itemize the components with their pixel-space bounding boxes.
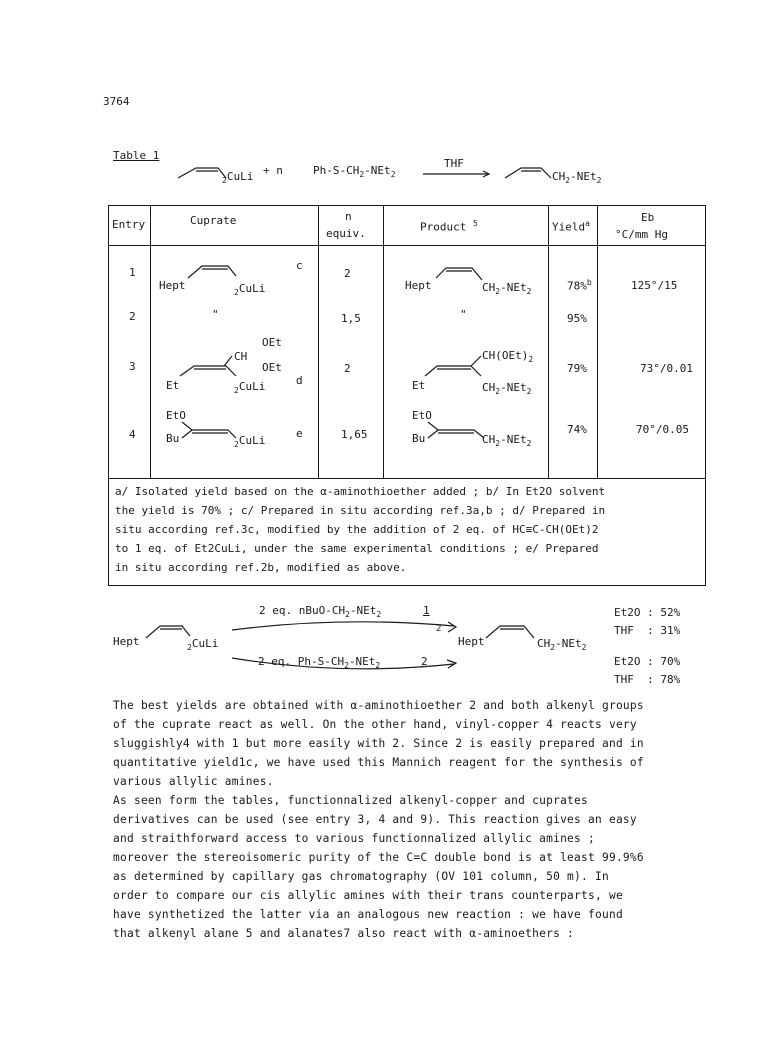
- table-row-2-n: 1,5: [341, 312, 361, 325]
- table-row-4-cuprate-right: $_2$CuLi: [234, 434, 266, 450]
- table-col-divider: [150, 205, 151, 478]
- table-col-divider: [548, 205, 549, 478]
- header-product: Product $^5$: [420, 219, 478, 234]
- paragraph-line: derivatives can be used (see entry 3, 4 and 9). This reaction gives an easy: [113, 813, 637, 826]
- header-n: n: [345, 210, 352, 223]
- paragraph-line: The best yields are obtained with α-aminothioether 2 and both alkenyl groups: [113, 699, 644, 712]
- table-row-3-entry: 3: [129, 360, 136, 373]
- scheme-lower-number: 2: [421, 655, 428, 668]
- alkene-bond-icon: [486, 620, 538, 642]
- paragraph-line: sluggishly4 with 1 but more easily with 2. Since 2 is easily prepared and in: [113, 737, 644, 750]
- paragraph-line: of the cuprate react as well. On the other hand, vinyl-copper 4 reacts very: [113, 718, 637, 731]
- cuprate-structure-icon: [178, 164, 228, 184]
- table-row-2-product-ditto: ": [460, 308, 467, 321]
- header-cuprate: Cuprate: [190, 214, 237, 227]
- table-row-3-eb: 73°/0.01: [640, 362, 693, 375]
- table-row-1-eb: 125°/15: [631, 279, 678, 292]
- header-eb: Eb: [641, 211, 655, 224]
- table-row-1-entry: 1: [129, 266, 136, 279]
- alkene-bond-icon: [180, 356, 240, 380]
- table-right-border: [705, 205, 706, 478]
- table-row-2-cuprate-ditto: ": [212, 308, 219, 321]
- table-row-4-entry: 4: [129, 428, 136, 441]
- table-row-4-product-left: Bu: [412, 432, 426, 445]
- table-row-2-yield: 95%: [567, 312, 587, 325]
- table-row-4-n: 1,65: [341, 428, 368, 441]
- table-row-3-product-right: $CH_2-NEt_2$: [482, 381, 532, 397]
- table-row-3-product-left: Et: [412, 379, 426, 392]
- scheme-yield-lower-2: THF : 78%: [614, 673, 681, 686]
- scheme-yield-upper-1: Et2O : 52%: [614, 606, 681, 619]
- equation-plus-n: + n: [263, 164, 283, 177]
- equation-arrow-label: THF: [444, 157, 464, 170]
- table-row-3-n: 2: [344, 362, 351, 375]
- table-col-divider: [597, 205, 598, 478]
- table-row-4-eb: 70°/0.05: [636, 423, 689, 436]
- table-row-1-cuprate-right: $_2$CuLi: [234, 282, 266, 298]
- table-footnotes: [108, 478, 706, 586]
- footnote-line: a/ Isolated yield based on the α-aminothioether added ; b/ In Et2O solvent: [115, 485, 606, 498]
- paragraph-line: moreover the stereoisomeric purity of the C=C double bond is at least 99.9%6: [113, 851, 644, 864]
- table-row-4-yield: 74%: [567, 423, 587, 436]
- scheme-reactant-left: Hept: [113, 635, 140, 648]
- scheme-mid-number: 2: [436, 624, 442, 634]
- table-row-1-product-left: Hept: [405, 279, 432, 292]
- table-row-4-cuprate-top: EtO: [166, 409, 186, 422]
- table-row-4-note: e: [296, 427, 303, 440]
- table-row-1-note: c: [296, 259, 303, 272]
- footnote-line: the yield is 70% ; c/ Prepared in situ according ref.3a,b ; d/ Prepared in: [115, 504, 606, 517]
- equation-reagent-left: $_2$CuLi: [222, 170, 254, 186]
- table-row-1-cuprate-left: Hept: [159, 279, 186, 292]
- table-top-rule: [108, 205, 706, 206]
- table-row-3-cuprate-top1: OEt: [262, 336, 282, 349]
- alkene-bond-icon: [425, 356, 485, 380]
- header-yield: Yield$^a$: [552, 219, 590, 234]
- paragraph-line: various allylic amines.: [113, 775, 274, 788]
- equation-product: $CH_2-NEt_2$: [552, 170, 602, 186]
- paragraph-line: As seen form the tables, functionnalized alkenyl-copper and cuprates: [113, 794, 589, 807]
- table-row-3-product-top: $CH(OEt)_2$: [482, 349, 534, 365]
- footnote-line: situ according ref.3c, modified by the addition of 2 eq. of HC≡C-CH(OEt)2: [115, 523, 599, 536]
- scheme-product-left: Hept: [458, 635, 485, 648]
- scheme-yield-upper-2: THF : 31%: [614, 624, 681, 637]
- paragraph-line: as determined by capillary gas chromatography (OV 101 column, 50 m). In: [113, 870, 609, 883]
- alkene-bond-icon: [182, 418, 240, 440]
- footnote-line: to 1 eq. of Et2CuLi, under the same experimental conditions ; e/ Prepared: [115, 542, 599, 555]
- table-row-1-product-right: $CH_2-NEt_2$: [482, 281, 532, 297]
- header-entry: Entry: [112, 218, 146, 231]
- table-row-4-product-right: $CH_2-NEt_2$: [482, 433, 532, 449]
- alkene-bond-icon: [188, 262, 238, 282]
- table-row-1-n: 2: [344, 267, 351, 280]
- footnote-line: in situ according ref.2b, modified as above.: [115, 561, 407, 574]
- header-eb-units: °C/mm Hg: [615, 228, 668, 241]
- scheme-lower-reagent: 2 eq. $Ph-S-CH_2-NEt_2$: [258, 655, 381, 671]
- scheme-yield-lower-1: Et2O : 70%: [614, 655, 681, 668]
- paragraph-line: quantitative yield1c, we have used this Mannich reagent for the synthesis of: [113, 756, 644, 769]
- table-row-4-cuprate-left: Bu: [166, 432, 180, 445]
- alkene-bond-icon: [436, 264, 486, 284]
- scheme-upper-number: 1: [423, 604, 430, 617]
- table-row-3-cuprate-top2: CH: [234, 350, 248, 363]
- equation-reagent-mid: $Ph-S-CH_2-NEt_2$: [313, 164, 396, 180]
- table-left-border: [108, 205, 109, 478]
- paragraph-line: have synthetized the latter via an analogous new reaction : we have found: [113, 908, 623, 921]
- table-col-divider: [318, 205, 319, 478]
- table-header-rule: [108, 245, 706, 246]
- table-row-1-yield: 78%$^b$: [567, 278, 592, 293]
- table-row-3-yield: 79%: [567, 362, 587, 375]
- table-row-2-entry: 2: [129, 310, 136, 323]
- table-row-3-cuprate-left: Et: [166, 379, 180, 392]
- header-equiv: equiv.: [326, 227, 366, 240]
- paragraph-line: order to compare our cis allylic amines with their trans counterparts, we: [113, 889, 623, 902]
- table-row-3-cuprate-top3: OEt: [262, 361, 282, 374]
- table-col-divider: [383, 205, 384, 478]
- table-row-3-cuprate-right: $_2$CuLi: [234, 380, 266, 396]
- table-row-4-product-top: EtO: [412, 409, 432, 422]
- product-structure-icon: [505, 164, 553, 184]
- table-row-3-note: d: [296, 374, 303, 387]
- scheme-product-right: $CH_2-NEt_2$: [537, 637, 587, 653]
- alkene-bond-icon: [428, 418, 488, 440]
- scheme-upper-reagent: 2 eq. nBuO-$CH_2-NEt_2$: [259, 604, 382, 620]
- paragraph-line: and straithforward access to various functionnalized allylic amines ;: [113, 832, 595, 845]
- scheme-reactant-right: $_2$CuLi: [187, 637, 219, 653]
- table-title: Table 1: [113, 149, 160, 162]
- lower-reaction-arrow-icon: [232, 654, 472, 676]
- reaction-arrow-icon: [423, 170, 493, 178]
- paragraph-line: that alkenyl alane 5 and alanates7 also react with α-aminoethers :: [113, 927, 575, 940]
- page-number: 3764: [103, 95, 130, 108]
